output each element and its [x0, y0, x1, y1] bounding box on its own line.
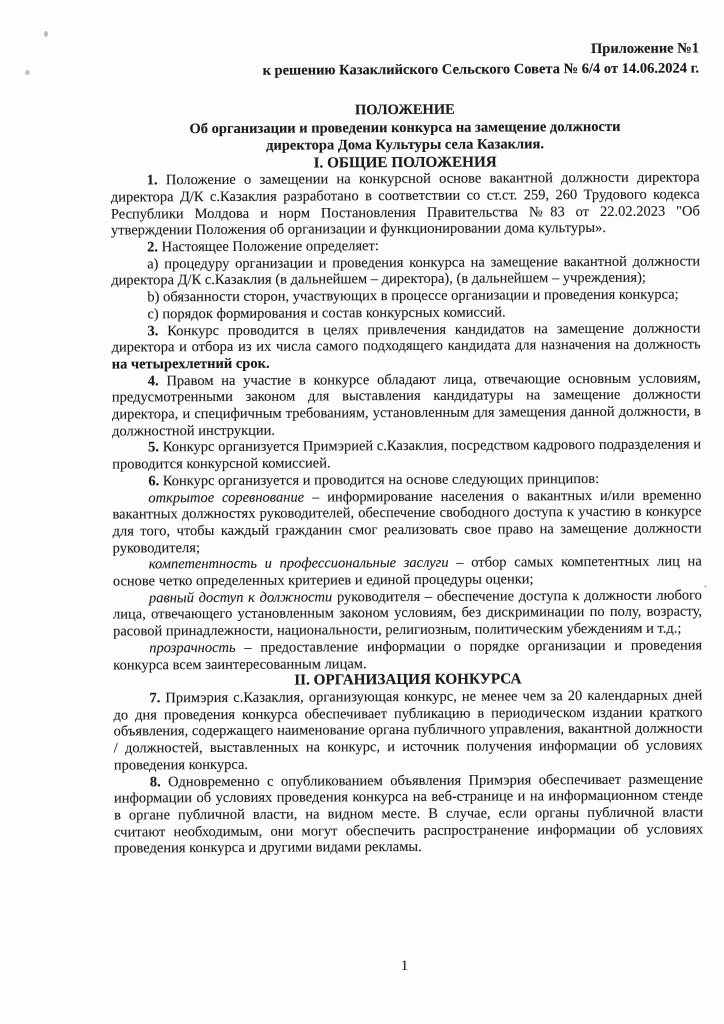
principle-transparency-text: – предоставление информации о порядке организации и проведения конкурса всем заинтересованным лицам. — [113, 637, 703, 674]
document-content — [110, 38, 703, 857]
paragraph-2-number: 2. — [147, 239, 158, 256]
appendix-label: Приложение №1 — [590, 40, 700, 58]
paragraph-3-bold-text: на четырехлетний срок. — [111, 355, 270, 373]
paragraph-4-number: 4. — [147, 372, 159, 389]
document-title: ПОЛОЖЕНИЕ — [354, 101, 455, 119]
paragraph-7-text: Примэрия с.Казаклия, организующая конкурс, не менее чем за 20 календарных дней до дня проведения конкурса обеспечивает публикацию в периодическом издании краткого объявления, содержащего наименование органа публичного управления, вакантной должности / должностей, выставленных на конкурс, и источник получения информации об условиях проведения конкурса. — [113, 687, 703, 774]
principle-equal-access — [113, 587, 702, 640]
scan-artifact — [44, 31, 48, 37]
paragraph-7 — [113, 687, 702, 774]
scan-artifact — [704, 585, 707, 588]
paragraph-6-number: 6. — [148, 473, 160, 490]
paragraph-2-text: Настоящее Положение определяет: — [157, 238, 379, 256]
paragraph-3-text: Конкурс проводится в целях привлечения кандидатов на замещение должности директора и отбора из их числа самого подходящего кандидата для назначения на должность — [111, 319, 701, 356]
principle-transparency — [113, 637, 702, 673]
principle-open-competition — [112, 487, 701, 557]
principle-transparency-lead: прозрачность — [149, 639, 236, 657]
paragraph-5-number: 5. — [148, 439, 160, 456]
principle-competence-lead: компетентность и профессиональные заслуги — [148, 555, 449, 573]
paragraph-2-item-b: b) обязанности сторон, участвующих в процессе организации и проведения конкурса; — [147, 286, 679, 306]
principle-open-competition-lead: открытое соревнование — [148, 489, 305, 506]
section-1-heading: I. ОБЩИЕ ПОЛОЖЕНИЯ — [313, 153, 497, 171]
paragraph-1-number: 1. — [146, 172, 158, 189]
document-subtitle-line-1: Об организации и проведении конкурса на замещение должности — [189, 118, 621, 137]
principle-open-competition-text: – информирование населения о вакантных и/или временно вакантных должностях руководителей, обеспечение свободного доступа к участию в конкурсе для того, чтобы каждый гражданин смог реализовать свое право на замещение должности руководителя; — [112, 487, 702, 557]
paragraph-5 — [112, 437, 701, 473]
paragraph-3 — [111, 320, 700, 373]
paragraph-2-item-c: c) порядок формирования и состав конкурсных комиссий. — [147, 304, 506, 323]
principle-competence — [113, 554, 702, 590]
scan-artifact — [25, 70, 30, 75]
paragraph-1 — [111, 170, 700, 240]
paragraph-8-text: Одновременно с опубликованием объявления Примэрия обеспечивает размещение информации об условиях проведения конкурса на веб-странице и на информационном стенде в органе публичной власти, на видном месте. В случае, если органы публичной власти считают необходимым, они могут обеспечить распространение информации об условиях проведения конкурса и другими видами рекламы. — [113, 770, 704, 857]
paragraph-1-text: Положение о замещении на конкурсной основе вакантной должности директора директора Д/К с.Казаклия разработано в соответствии со ст.ст. 259, 260 Трудового кодекса Республики Молдова и норм Постановления Правительства №83 от 22.02.2023 "Об утверждении Положения об организации и функционировании дома культуры». — [110, 169, 700, 239]
paragraph-4-text: Правом на участие в конкурсе обладают лица, отвечающие основным условиям, предусмотренными законом для выставления кандидатуры на замещение должности директора, и специфичным требованиям, установленным для замещения данной должности, в должностной инструкции. — [111, 370, 701, 440]
document-subtitle-line-2: директора Дома Культуры села Казаклия. — [266, 136, 544, 154]
paragraph-8-number: 8. — [149, 773, 161, 790]
paragraph-4 — [112, 370, 701, 440]
paragraph-5-text: Конкурс организуется Примэрией с.Казаклия, посредством кадрового подразделения и проводится конкурсной комиссией. — [112, 436, 702, 473]
paragraph-3-number: 3. — [147, 322, 159, 339]
section-2-heading: II. ОРГАНИЗАЦИЯ КОНКУРСА — [294, 670, 522, 689]
paragraph-6-text: Конкурс организуется и проводится на основе следующих принципов: — [159, 470, 600, 490]
paragraph-8 — [114, 771, 703, 858]
principle-equal-access-lead: равный доступ к должности — [148, 589, 333, 607]
principle-competence-text: – отбор самых компетентных лиц на основе четко определенных критериев и единой процедуры оценки; — [112, 553, 702, 590]
paragraph-7-number: 7. — [149, 690, 161, 707]
paragraph-2-item-a: a) процедуру организации и проведения конкурса на замещение вакантной должности директора Д/К с.Казаклия (в дальнейшем – директора), (в дальнейшем – учреждения); — [111, 253, 701, 289]
principle-equal-access-text: руководителя – обеспечение доступа к должности любого лица, отвечающего установленным законом условиям, без дискриминации по полу, возрасту, расовой принадлежности, национальности, религиозным, политическим убеждениям и т.д.; — [112, 587, 703, 640]
document-title-block — [110, 100, 699, 156]
decision-reference: к решению Казаклийского Сельского Совета № 6/4 от 14.06.2024 г. — [262, 60, 700, 79]
page-number: 1 — [400, 958, 409, 974]
